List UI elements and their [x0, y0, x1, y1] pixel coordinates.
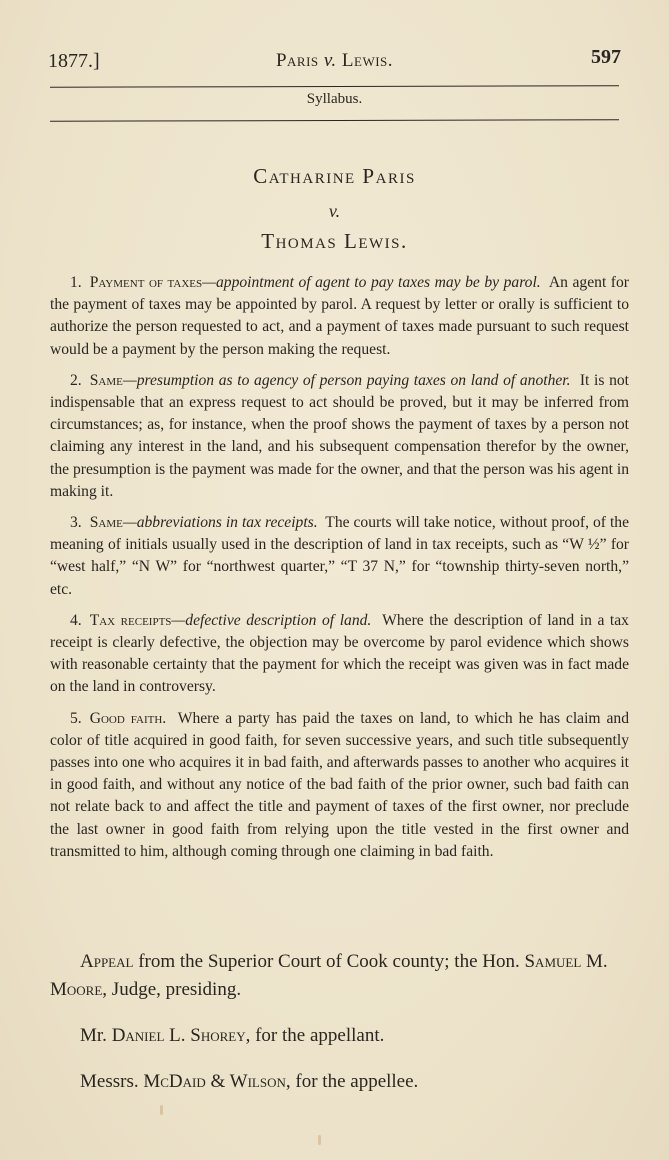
syllabus-paragraph-3 [50, 512, 629, 601]
proceedings [50, 948, 633, 1114]
syllabus-paragraph-2 [50, 370, 629, 503]
case-plaintiff: Catharine Paris [253, 164, 416, 188]
running-head [48, 46, 621, 76]
appellant-suffix: , for the appellant. [245, 1025, 385, 1046]
appellee-suffix: , for the appellee. [285, 1071, 419, 1092]
appellee-name: McDaid & Wilson [143, 1071, 286, 1092]
syllabus-paragraph-4 [50, 610, 629, 699]
paragraph-text: The courts will take notice, without proof, of the meaning of initials usually used in the description of land in tax receipts, such as “W ½” for “west half,” “N W” for “northwest quarter,” “T 37 N,” for “township thirty-seven north,” etc. [50, 514, 629, 598]
paragraph-heading: Payment of taxes [89, 274, 203, 291]
paragraph-heading: Tax receipts [89, 611, 172, 629]
appellant-counsel [50, 1022, 633, 1050]
running-head-title [48, 50, 621, 72]
appellee-prefix: Messrs. [80, 1071, 144, 1092]
case-versus: v. [328, 201, 341, 221]
paragraph-heading: Same [89, 371, 123, 389]
paragraph-number: 5. [70, 709, 82, 727]
judge-name: Samuel M. Moore [50, 951, 608, 1000]
paper-stain [318, 1135, 321, 1145]
paragraph-text: Where a party has paid the taxes on land, to which he has claim and color of title acquired in good faith, for seven successive years, and such title subsequently passes into one who acquires it in bad faith, and afterwards passes to another who acquires it in good faith, and without any notice of the bad faith of the prior owner, such bad faith can not relate back to and affect the title and payment of taxes of the first owner, nor preclude the last owner in good faith from relying upon the title vested in the first owner and transmitted to him, although coming through one claiming in bad faith. [50, 709, 629, 860]
paragraph-number: 1. [70, 274, 82, 291]
appeal-word: Appeal [80, 951, 134, 972]
paragraph-text: It is not indispensable that an express request to act should be proved, but it may be inferred from circumstances; as, for instance, when the proof shows the payment of taxes by a person not claiming any interest in the land, and his subsequent compensation therefor by the owner, the presumption is the payment was made for the owner, and that the person was his agent in making it. [50, 371, 629, 500]
appellant-name: Daniel L. Shorey [111, 1025, 246, 1046]
paragraph-topic: —defective description of land. [171, 611, 372, 629]
running-head-year: 1877.] [48, 50, 100, 72]
paragraph-heading: Same [89, 514, 123, 532]
page-number: 597 [591, 46, 621, 68]
running-head-party-b: Lewis. [341, 50, 394, 71]
appellee-counsel [50, 1068, 633, 1096]
paragraph-topic: —presumption as to agency of person paying taxes on land of another. [122, 371, 571, 389]
paragraph-topic: —abbreviations in tax receipts. [122, 514, 318, 532]
appeal-statement [50, 948, 633, 1004]
paragraph-topic: —appointment of agent to pay taxes may be by parol. [202, 274, 541, 291]
judge-suffix: , Judge, presiding. [102, 979, 242, 1000]
case-defendant: Thomas Lewis. [261, 229, 408, 253]
header-rule-bottom [50, 119, 619, 121]
syllabus-paragraph-5 [50, 708, 629, 863]
paragraph-number: 2. [70, 371, 82, 389]
syllabus-paragraph-1 [50, 272, 629, 361]
paragraph-number: 4. [70, 611, 82, 629]
paper-stain [160, 1105, 163, 1115]
paragraph-text: An agent for the payment of taxes may be appointed by parol. A request by letter or orally is sufficient to authorize the person requested to act, and a payment of taxes made pursuant to such request would be a payment by the person making the request. [50, 274, 629, 358]
paragraph-heading: Good faith. [89, 709, 167, 727]
appeal-text: from the Superior Court of Cook county; the Hon. [133, 951, 525, 972]
running-head-party-a: Paris [275, 50, 319, 71]
paragraph-number: 3. [70, 514, 82, 532]
running-head-versus: v. [323, 50, 337, 71]
syllabus-body [50, 272, 629, 872]
header-rule-top [50, 85, 619, 87]
paragraph-text: Where the description of land in a tax receipt is clearly defective, the objection may be overcome by parol evidence which shows with reasonable certainty that the payment for which the receipt was given was in fact made on the land in controversy. [50, 611, 629, 696]
section-label: Syllabus. [306, 91, 363, 107]
appellant-prefix: Mr. [80, 1025, 112, 1046]
